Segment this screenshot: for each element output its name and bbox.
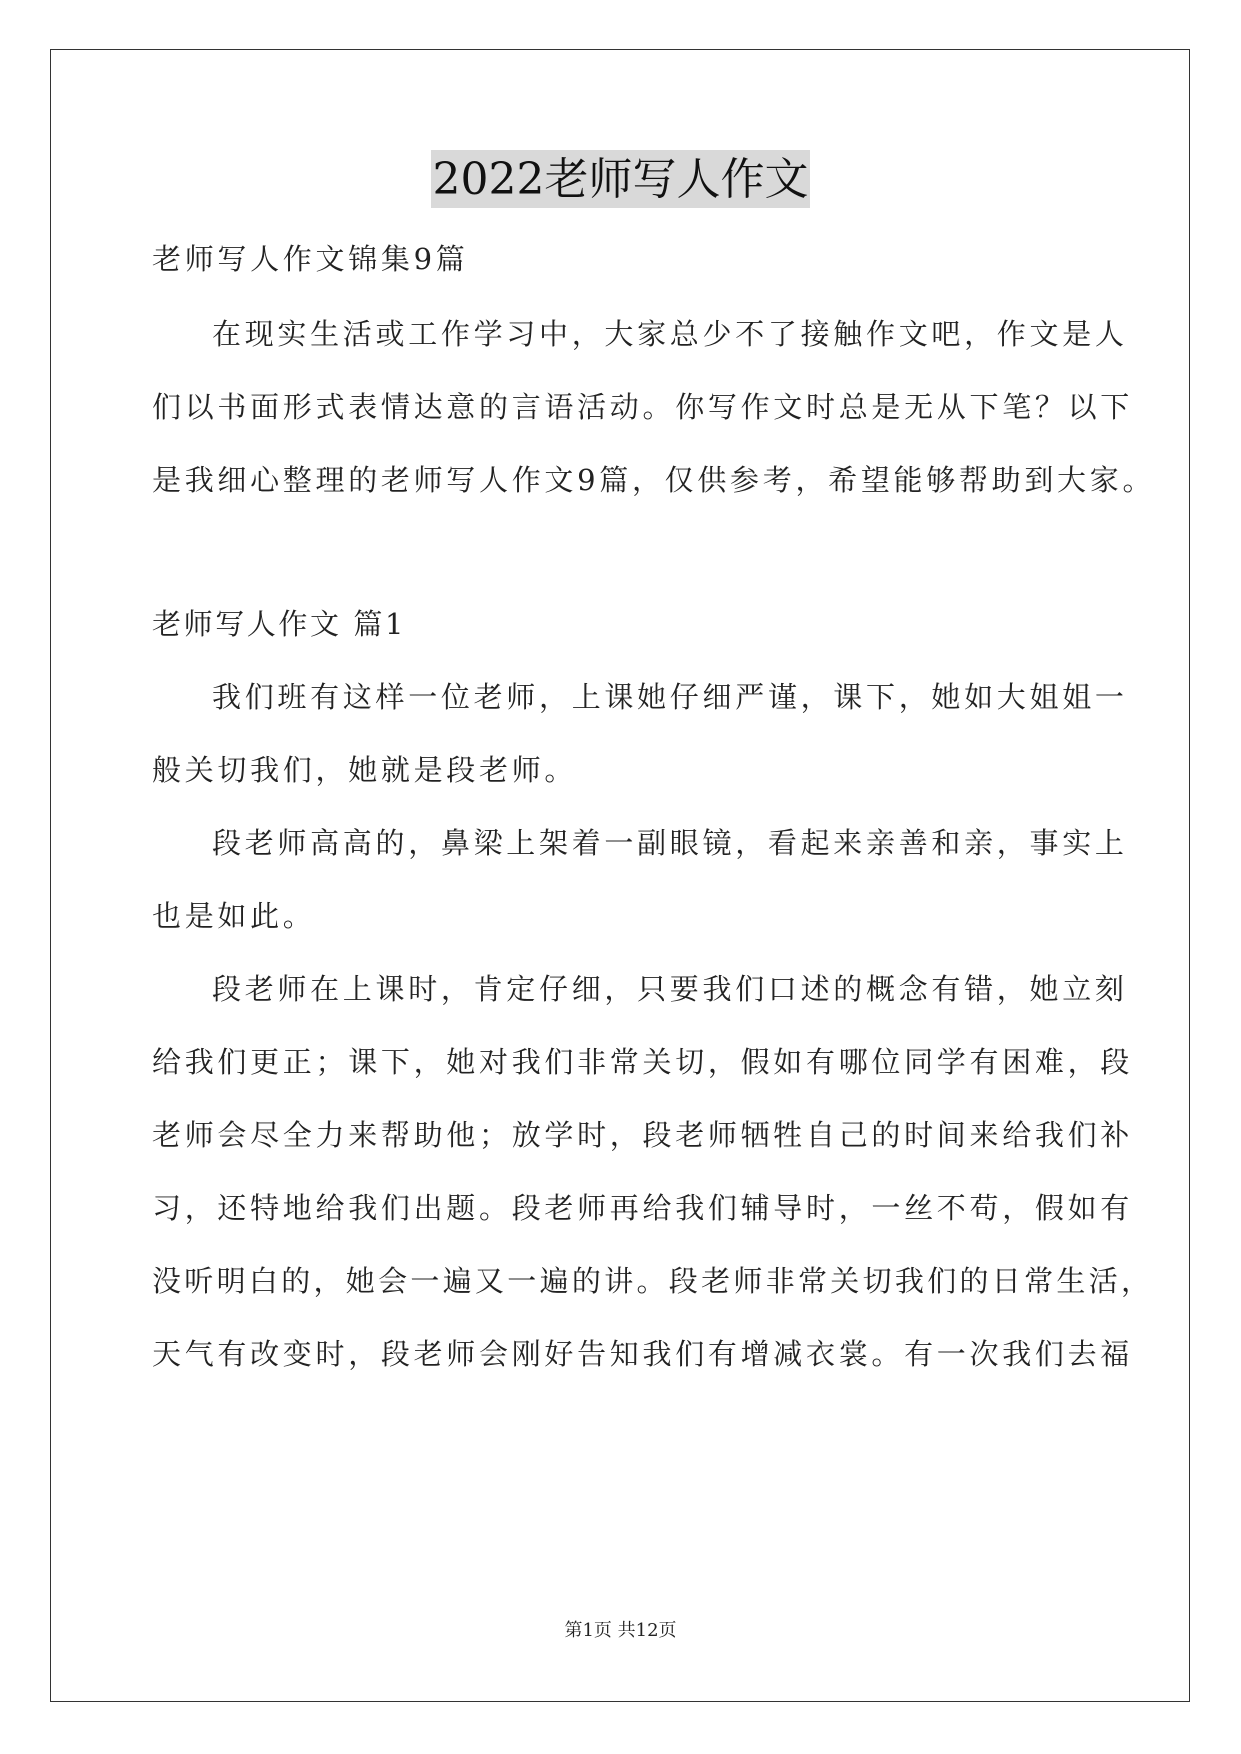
paragraph-line: 没听明白的，她会一遍又一遍的讲。段老师非常关切我们的日常生活， (152, 1264, 1154, 1298)
page-border (50, 49, 1190, 1702)
paragraph-line: 天气有改变时，段老师会刚好告知我们有增减衣裳。有一次我们去福 (152, 1337, 1134, 1371)
paragraph-line: 习，还特地给我们出题。段老师再给我们辅导时，一丝不苟，假如有 (152, 1191, 1134, 1225)
paragraph-line: 老师会尽全力来帮助他；放学时，段老师牺牲自己的时间来给我们补 (152, 1118, 1134, 1152)
paragraph-line: 是我细心整理的老师写人作文9篇，仅供参考，希望能够帮助到大家。 (152, 463, 1156, 497)
paragraph-line: 我们班有这样一位老师，上课她仔细严谨，课下，她如大姐姐一 (212, 680, 1128, 714)
paragraph-line: 们以书面形式表情达意的言语活动。你写作文时总是无从下笔？以下 (152, 390, 1134, 424)
paragraph-line: 般关切我们，她就是段老师。 (152, 753, 578, 787)
paragraph-line: 段老师高高的，鼻梁上架着一副眼镜，看起来亲善和亲，事实上 (212, 826, 1128, 860)
page-footer: 第1页 共12页 (564, 1620, 677, 1641)
paragraph-line: 也是如此。 (152, 899, 316, 933)
document-subtitle: 老师写人作文锦集9篇 (152, 242, 469, 276)
document-title (0, 150, 1241, 208)
section-heading: 老师写人作文 篇1 (152, 607, 407, 641)
paragraph-line: 在现实生活或工作学习中，大家总少不了接触作文吧，作文是人 (212, 317, 1128, 351)
paragraph-line: 段老师在上课时，肯定仔细，只要我们口述的概念有错，她立刻 (212, 972, 1128, 1006)
paragraph-line: 给我们更正；课下，她对我们非常关切，假如有哪位同学有困难，段 (152, 1045, 1134, 1079)
document-title-text: 2022老师写人作文 (431, 150, 811, 208)
